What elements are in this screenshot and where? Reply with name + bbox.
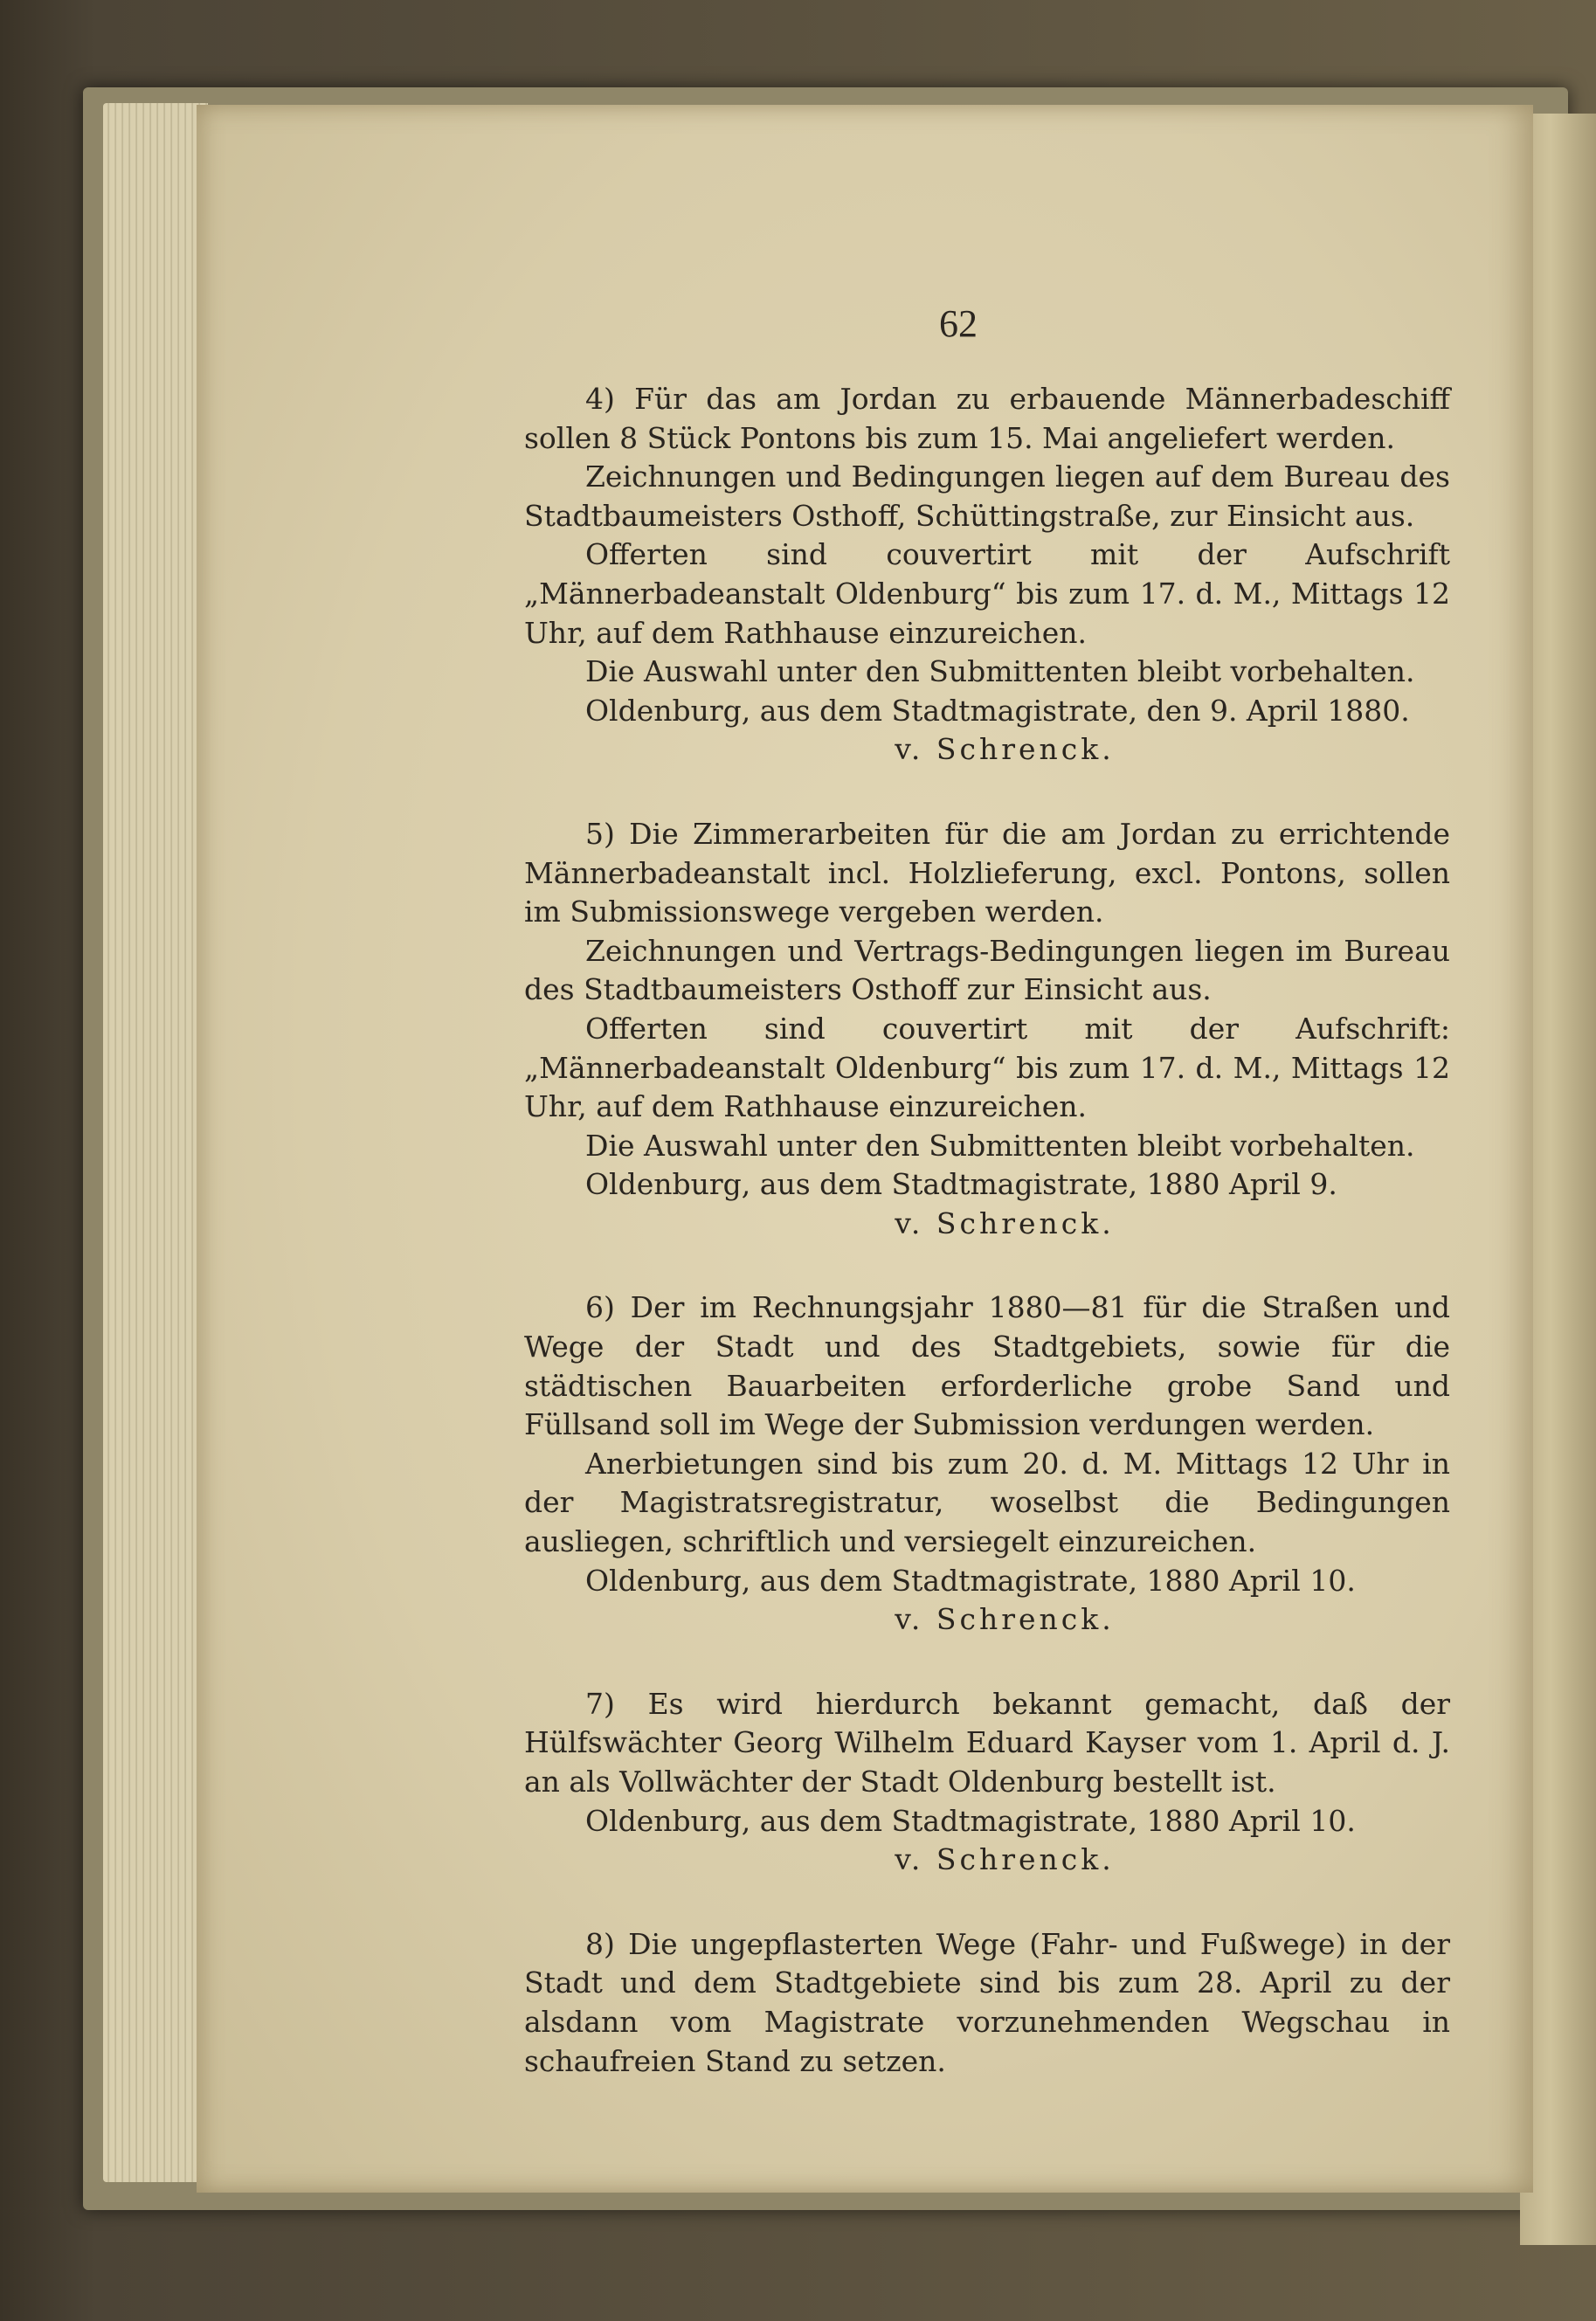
paragraph: Zeichnungen und Vertrags-Bedingungen liegen im Bureau des Stadtbaumeisters Osthoff zur Einsicht aus. [524,933,1450,1007]
notice-5 [524,815,1450,1244]
paragraph: 5) Die Zimmerarbeiten für die am Jordan zu errichtende Männerbadeanstalt incl. Holzlieferung, excl. Pontons, sollen im Submissionswege vergeben werden. [524,816,1450,929]
signoff-line: Oldenburg, aus dem Stadtmagistrate, 1880 April 9. [585,1167,1337,1202]
signature: v. Schrenck. [895,1205,1115,1240]
paragraph: Zeichnungen und Bedingungen liegen auf dem Bureau des Stadtbaumeisters Osthoff, Schüttingstraße, zur Einsicht aus. [524,459,1450,533]
page-number: 62 [939,302,978,345]
signoff-line: Oldenburg, aus dem Stadtmagistrate, 1880 April 10. [585,1563,1356,1598]
notice-4 [524,380,1450,770]
signoff-line: Oldenburg, aus dem Stadtmagistrate, den 9. April 1880. [585,693,1410,728]
notice-8 [524,1925,1450,2081]
paragraph: Die Auswahl unter den Submittenten bleibt vorbehalten. [585,1128,1415,1163]
page-edges [103,103,208,2182]
paragraph: Offerten sind couvertirt mit der Aufschrift: „Männerbadeanstalt Oldenburg“ bis zum 17. d. M., Mittags 12 Uhr, auf dem Rathhause einzureichen. [524,1011,1450,1124]
paragraph: Die Auswahl unter den Submittenten bleibt vorbehalten. [585,654,1415,689]
signature: v. Schrenck. [895,1602,1115,1637]
paragraph: Anerbietungen sind bis zum 20. d. M. Mittags 12 Uhr in der Magistratsregistratur, woselbst die Bedingungen ausliegen, schriftlich und versiegelt einzureichen. [524,1446,1450,1559]
paragraph: 7) Es wird hierdurch bekannt gemacht, daß der Hülfswächter Georg Wilhelm Eduard Kayser vom 1. April d. J. an als Vollwächter der Stadt Oldenburg bestellt ist. [524,1686,1450,1799]
paragraph: 8) Die ungepflasterten Wege (Fahr- und Fußwege) in der Stadt und dem Stadtgebiete sind bis zum 28. April zu der alsdann vom Magistrate vorzunehmenden Wegschau in schaufreien Stand zu setzen. [524,1926,1450,2078]
signature: v. Schrenck. [895,732,1115,767]
paragraph: Offerten sind couvertirt mit der Aufschrift „Männerbadeanstalt Oldenburg“ bis zum 17. d. M., Mittags 12 Uhr, auf dem Rathhause einzureichen. [524,537,1450,650]
notice-7 [524,1685,1450,1880]
notice-6 [524,1288,1450,1639]
page-text [524,380,1450,2126]
paragraph: 6) Der im Rechnungsjahr 1880—81 für die Straßen und Wege der Stadt und des Stadtgebiets, sowie für die städtischen Bauarbeiten erforderliche grobe Sand und Füllsand soll im Wege der Submission verdungen werden. [524,1290,1450,1442]
signoff-line: Oldenburg, aus dem Stadtmagistrate, 1880 April 10. [585,1803,1356,1838]
paragraph: 4) Für das am Jordan zu erbauende Männerbadeschiff sollen 8 Stück Pontons bis zum 15. Mai angeliefert werden. [524,382,1450,455]
signature: v. Schrenck. [895,1842,1115,1877]
